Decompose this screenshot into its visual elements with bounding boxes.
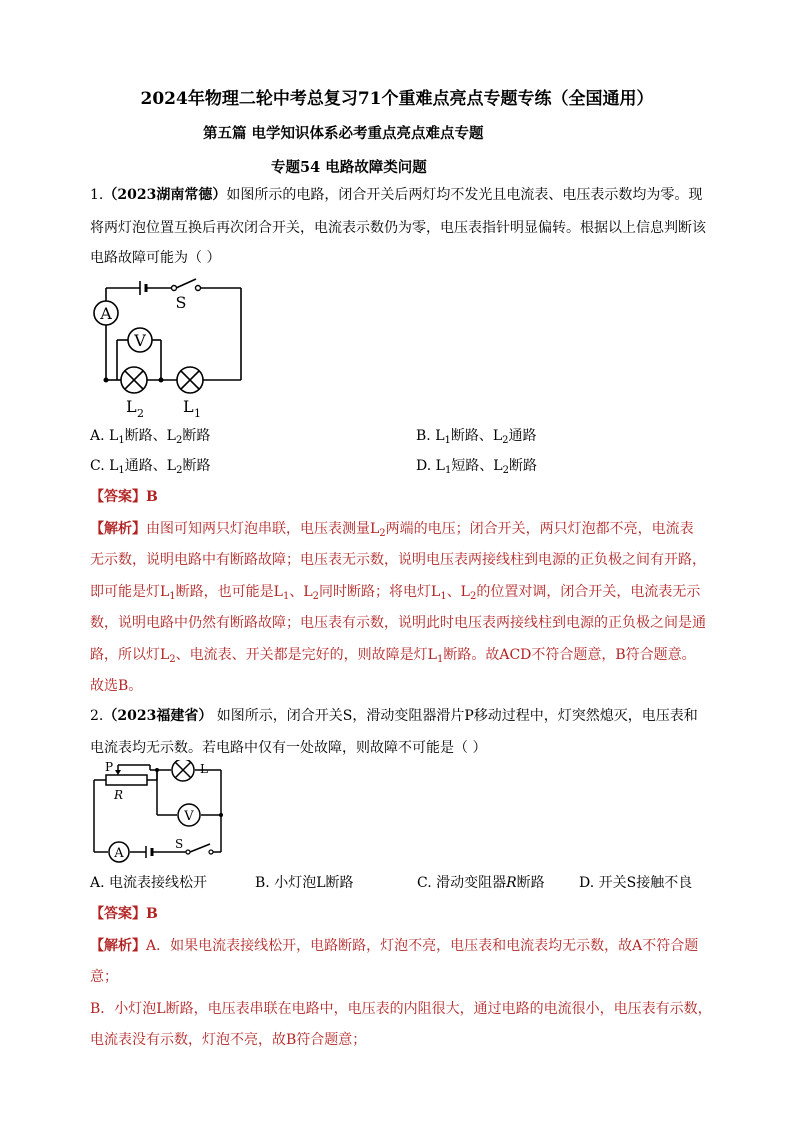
q1-option-b[interactable]: B. $L_1$断路、$L_2$通路 xyxy=(416,428,537,446)
q2-line-1 xyxy=(90,706,698,726)
q2-text-1: 如图所示，闭合开关S，滑动变阻器滑片P移动过程中，灯突然熄灭，电压表和 xyxy=(212,708,698,724)
q1-voltmeter-label: V xyxy=(134,331,146,350)
q2-option-c[interactable]: C. 滑动变阻器R断路 xyxy=(417,875,545,891)
q1-circuit-diagram xyxy=(90,276,250,424)
q1-option-d[interactable]: D. $L_1$短路、$L_2$断路 xyxy=(416,458,537,476)
q1-number: 1. xyxy=(90,187,104,203)
q1-lamp2-sub: 2 xyxy=(137,407,144,420)
q1-line-1 xyxy=(90,185,702,205)
q1-option-a[interactable]: A. $L_1$断路、$L_2$断路 xyxy=(90,428,211,446)
q1-ammeter-label: A xyxy=(100,304,112,323)
q2-analysis-line-4: 电流表没有示数，灯泡不亮，故B符合题意； xyxy=(90,1032,367,1048)
q2-analysis-line-1: 【解析】A．如果电流表接线松开，电路断路，灯泡不亮，电压表和电流表均无示数，故A不符合题 xyxy=(90,938,699,954)
q1-analysis-line-3: 即可能是灯$L_1$断路，也可能是$L_1$、$L_2$同时断路；将电灯$L_1$、$L_2$的位置对调，闭合开关，电流表无示 xyxy=(90,584,701,602)
q2-option-b[interactable]: B. 小灯泡L断路 xyxy=(255,875,354,891)
q2-option-a[interactable]: A. 电流表接线松开 xyxy=(90,875,208,891)
q2-analysis-line-2: 意； xyxy=(90,969,118,985)
q2-analysis-line-3: B．小灯泡L断路，电压表串联在电路中，电压表的内阻很大，通过电路的电流很小，电压表有示数， xyxy=(90,1001,712,1017)
q2-voltmeter-label: V xyxy=(184,809,194,824)
q2-lamp-label: L xyxy=(200,762,208,776)
q2-text-2: 电流表均无示数。若电路中仅有一处故障，则故障不可能是（ ） xyxy=(90,740,487,756)
q2-switch-label: S xyxy=(175,837,184,851)
q2-rheostat-label: R xyxy=(114,788,124,802)
q1-text-3: 电路故障可能为（ ） xyxy=(90,250,221,266)
q1-text-1: 如图所示的电路，闭合开关后两灯均不发光且电流表、电压表示数均为零。现 xyxy=(226,187,703,203)
q2-source: （2023福建省） xyxy=(103,708,213,724)
q2-answer: 【答案】B xyxy=(90,906,158,922)
q1-lamp2-label: L xyxy=(126,397,137,416)
q1-analysis-line-2: 无示数，说明电路中有断路故障；电压表无示数，说明电压表两接线柱到电源的正负极之间有开路， xyxy=(90,552,706,568)
q1-switch-label: S xyxy=(175,293,187,312)
q2-option-d[interactable]: D. 开关S接触不良 xyxy=(579,875,693,891)
topic-heading: 专题54 电路故障类问题 xyxy=(271,159,427,176)
part-heading: 第五篇 电学知识体系必考重点亮点难点专题 xyxy=(203,125,484,142)
q2-slider-label: P xyxy=(105,760,114,774)
q1-analysis-line-6: 故选B。 xyxy=(90,678,143,694)
q1-text-2: 将两灯泡位置互换后再次闭合开关，电流表示数仍为零，电压表指针明显偏转。根据以上信息判断该 xyxy=(90,220,706,236)
q1-answer: 【答案】B xyxy=(90,489,158,505)
q1-lamp1-label: L xyxy=(183,397,194,416)
q1-lamp1-sub: 1 xyxy=(194,407,201,420)
q1-analysis-line-1: 【解析】由图可知两只灯泡串联，电压表测量$L_2$两端的电压；闭合开关，两只灯泡都不亮，电流表 xyxy=(90,521,694,539)
q1-analysis-line-5: 路，所以灯$L_2$、电流表、开关都是完好的，则故障是灯$L_1$断路。故ACD不符合题意，B符合题意。 xyxy=(90,647,696,665)
q1-analysis-line-4: 数，说明电路中仍然有断路故障；电压表有示数，说明此时电压表两接线柱到电源的正负极之间是通 xyxy=(90,615,706,631)
q1-option-c[interactable]: C. $L_1$通路、$L_2$断路 xyxy=(90,458,211,476)
q1-source: （2023湖南常德） xyxy=(103,187,227,203)
q2-circuit-diagram xyxy=(90,760,225,868)
q2-number: 2. xyxy=(90,708,104,724)
document-title: 2024年物理二轮中考总复习71个重难点亮点专题专练（全国通用） xyxy=(140,89,654,109)
q2-ammeter-label: A xyxy=(114,846,124,861)
